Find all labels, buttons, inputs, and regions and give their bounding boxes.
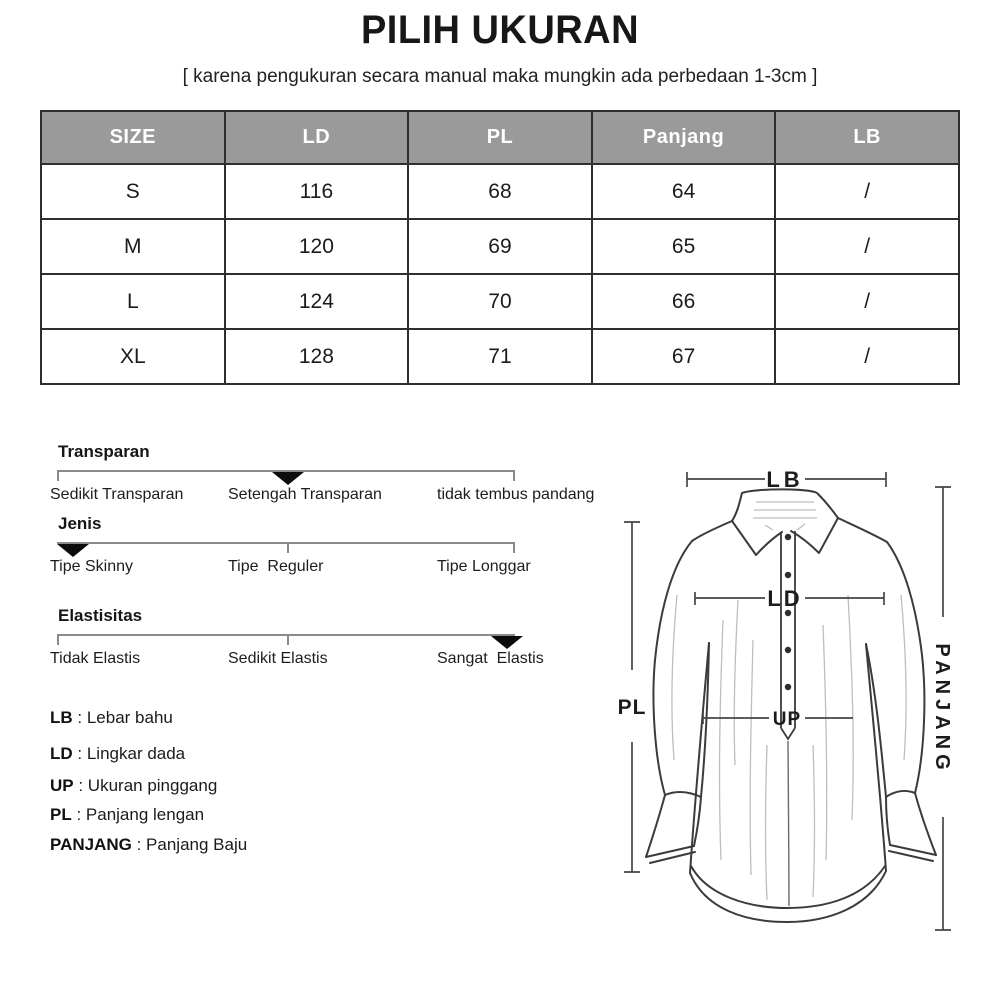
cell-pl: 69 [408,219,592,274]
scale-transparan-title: Transparan [58,442,150,461]
legend-item-up: UP : Ukuran pinggang [50,776,218,795]
cell-panjang: 67 [592,329,776,384]
scale-option: Tidak Elastis [50,650,141,667]
size-table [40,110,960,385]
table-row-xl [41,329,959,384]
legend-item-ld: LD : Lingkar dada [50,744,186,763]
col-header-panjang: Panjang [592,111,776,164]
cell-panjang: 65 [592,219,776,274]
col-header-lb: LB [775,111,959,164]
scale-elastisitas [50,606,610,676]
col-header-size: SIZE [41,111,225,164]
scale-transparan [50,442,610,512]
scale-option: Tipe Reguler [228,558,324,575]
scale-option: Setengah Transparan [228,486,382,503]
diagram-label-pl: PL [617,696,647,719]
legend-item-pl: PL : Panjang lengan [50,805,205,824]
table-row-m [41,219,959,274]
cell-ld: 120 [225,219,409,274]
cell-ld: 128 [225,329,409,384]
scale-option: Sedikit Transparan [50,486,184,503]
cell-pl: 68 [408,164,592,219]
cell-size: M [41,219,225,274]
scale-option: Tipe Longgar [437,558,531,575]
page-title: PILIH UKURAN [360,8,640,52]
scale-elastisitas-title: Elastisitas [58,606,143,625]
cell-panjang: 66 [592,274,776,329]
scale-marker-triangle-icon [272,472,304,485]
scale-jenis [50,514,610,584]
cell-lb: / [775,219,959,274]
scale-tick-right [513,544,515,553]
cell-size: L [41,274,225,329]
cell-size: S [41,164,225,219]
scale-tick-right [513,472,515,481]
shirt-measurement-diagram [605,445,985,965]
scale-option: Sedikit Elastis [228,650,328,667]
cell-panjang: 64 [592,164,776,219]
scale-tick-mid [287,544,289,553]
cell-pl: 70 [408,274,592,329]
cell-ld: 116 [225,164,409,219]
diagram-label-up: UP [772,709,802,730]
scale-tick-mid [287,636,289,645]
col-header-ld: LD [225,111,409,164]
cell-lb: / [775,329,959,384]
scale-marker-triangle-icon [491,636,523,649]
buttons [785,534,791,690]
table-row-s [41,164,959,219]
scale-option: Tipe Skinny [50,558,133,575]
measurement-disclaimer: [ karena pengukuran secara manual maka mungkin ada perbedaan 1-3cm ] [182,66,818,87]
col-header-pl: PL [408,111,592,164]
scale-option: Sangat Elastis [437,650,544,667]
scale-transparan-bar [57,470,515,482]
legend-item-panjang: PANJANG : Panjang Baju [50,835,248,854]
scale-jenis-title: Jenis [58,514,102,533]
legend-item-lb: LB : Lebar bahu [50,708,173,727]
cell-pl: 71 [408,329,592,384]
shirt-outline [646,489,936,922]
scale-elastisitas-bar [57,634,515,646]
diagram-label-ld: LD [767,586,803,611]
scale-tick-left [57,636,59,645]
size-table-header [41,111,959,164]
cell-ld: 124 [225,274,409,329]
cell-lb: / [775,274,959,329]
diagram-label-lb: LB [766,467,804,492]
scale-tick-left [57,472,59,481]
diagram-label-panjang: PANJANG [931,643,953,775]
scale-marker-triangle-icon [57,544,89,557]
cell-size: XL [41,329,225,384]
scale-option: tidak tembus pandang [437,486,595,503]
cell-lb: / [775,164,959,219]
scale-jenis-bar [57,542,515,554]
table-row-l [41,274,959,329]
